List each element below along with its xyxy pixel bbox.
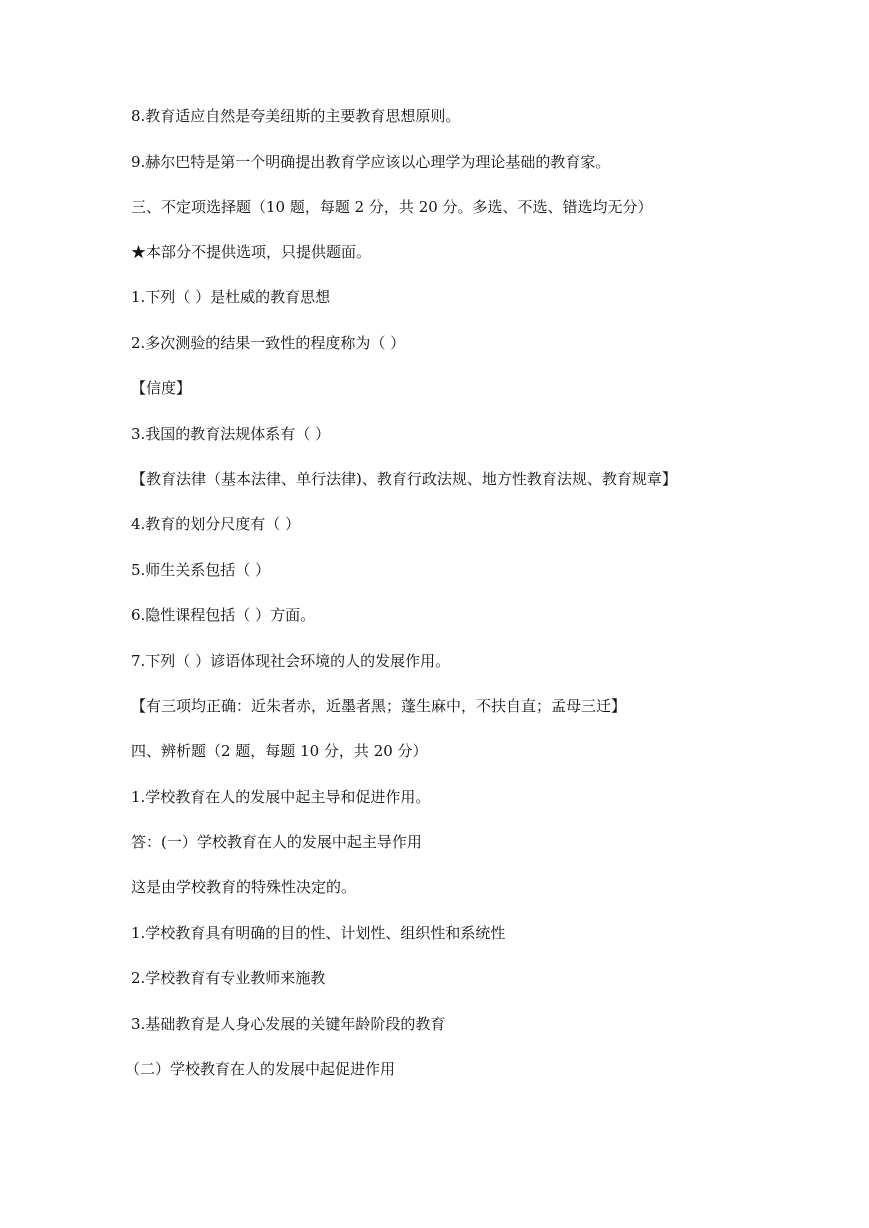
text-line-1: 8.教育适应自然是夸美纽斯的主要教育思想原则。 bbox=[131, 107, 461, 125]
section-heading-multiple-choice: 三、不定项选择题（10 题，每题 2 分，共 20 分。多选、不选、错选均无分） bbox=[131, 198, 653, 216]
text-line-18: 这是由学校教育的特殊性决定的。 bbox=[131, 878, 357, 896]
text-line-4: ★本部分不提供选项，只提供题面。 bbox=[131, 243, 372, 261]
answer-line-2: 【教育法律（基本法律、单行法律)、教育行政法规、地方性教育法规、教育规章】 bbox=[131, 470, 677, 488]
answer-line-1: 【信度】 bbox=[131, 379, 192, 397]
text-line-17: 答：(一）学校教育在人的发展中起主导作用 bbox=[131, 833, 422, 851]
text-line-5: 1.下列（ ）是杜威的教育思想 bbox=[131, 288, 331, 306]
text-line-12: 6.隐性课程包括（ ）方面。 bbox=[131, 606, 316, 624]
text-line-10: 4.教育的划分尺度有（ ） bbox=[131, 515, 301, 533]
text-line-2: 9.赫尔巴特是第一个明确提出教育学应该以心理学为理论基础的教育家。 bbox=[131, 153, 611, 171]
text-line-22: （二）学校教育在人的发展中起促进作用 bbox=[125, 1060, 396, 1078]
text-line-13: 7.下列（ ）谚语体现社会环境的人的发展作用。 bbox=[131, 652, 451, 670]
text-line-8: 3.我国的教育法规体系有（ ） bbox=[131, 425, 331, 443]
section-heading-analysis: 四、辨析题（2 题，每题 10 分，共 20 分） bbox=[131, 742, 428, 760]
answer-line-3: 【有三项均正确：近朱者赤，近墨者黑；蓬生麻中，不扶自直；孟母三迁】 bbox=[131, 697, 627, 715]
text-line-16: 1.学校教育在人的发展中起主导和促进作用。 bbox=[131, 788, 431, 806]
text-line-20: 2.学校教育有专业教师来施教 bbox=[131, 969, 326, 987]
text-line-6: 2.多次测验的结果一致性的程度称为（ ） bbox=[131, 334, 406, 352]
text-line-11: 5.师生关系包括（ ） bbox=[131, 561, 271, 579]
text-line-21: 3.基础教育是人身心发展的关键年龄阶段的教育 bbox=[131, 1015, 446, 1033]
text-line-19: 1.学校教育具有明确的目的性、计划性、组织性和系统性 bbox=[131, 924, 506, 942]
